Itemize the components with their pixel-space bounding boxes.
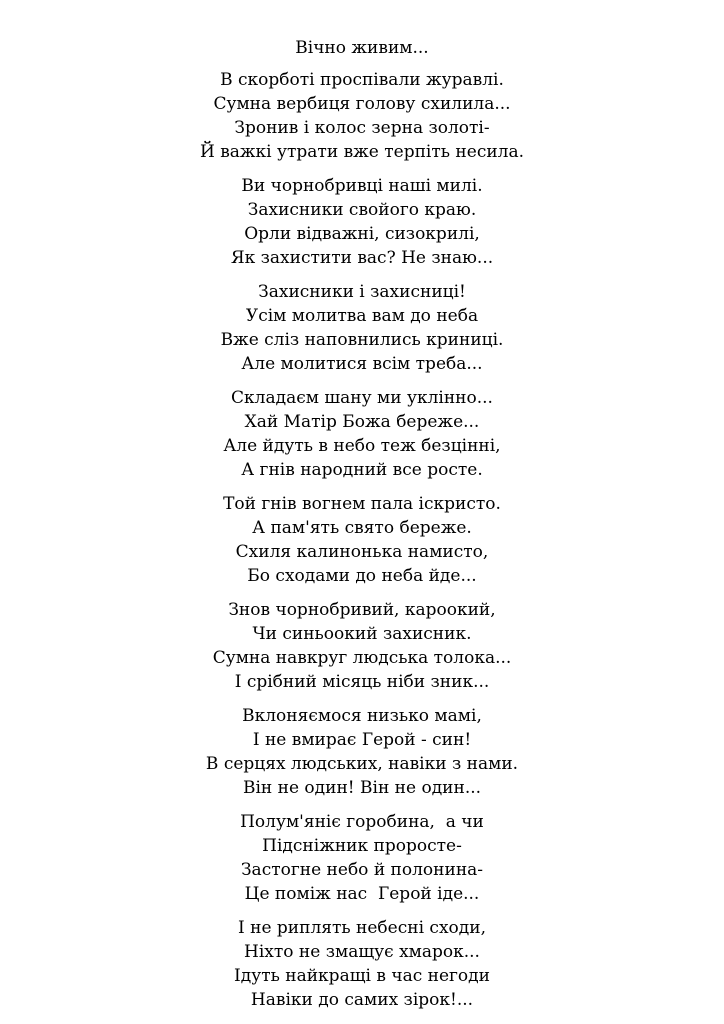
poem-line: Орли відважні, сизокрилі, xyxy=(244,224,480,244)
poem-line: Це поміж нас Герой іде... xyxy=(244,884,480,904)
stanza-6 xyxy=(0,598,724,694)
poem xyxy=(0,36,724,1022)
stanza-8 xyxy=(0,810,724,906)
poem-line: Він не один! Він не один... xyxy=(242,778,482,798)
poem-line: Полум'яніє горобина, а чи xyxy=(240,812,484,832)
stanza-5 xyxy=(0,492,724,588)
poem-line: Бо сходами до неба йде... xyxy=(247,566,477,586)
poem-line: Складаєм шану ми уклінно... xyxy=(231,388,493,408)
stanza-4 xyxy=(0,386,724,482)
poem-line: Схиля калинонька намисто, xyxy=(235,542,489,562)
poem-line: Той гнів вогнем пала іскристо. xyxy=(223,494,501,514)
poem-line: Але йдуть в небо теж безцінні, xyxy=(223,436,501,456)
poem-line: Сумна навкруг людська толока... xyxy=(212,648,512,668)
poem-line: Вже сліз наповнились криниці. xyxy=(220,330,504,350)
poem-line: Підсніжник проросте- xyxy=(262,836,462,856)
poem-line: Сумна вербиця голову схилила... xyxy=(213,94,511,114)
stanza-1 xyxy=(0,68,724,164)
stanza-3 xyxy=(0,280,724,376)
poem-line: І срібний місяць ніби зник... xyxy=(234,672,490,692)
poem-line: А пам'ять свято береже. xyxy=(252,518,472,538)
poem-line: Ідуть найкращі в час негоди xyxy=(234,966,490,986)
poem-line: Зронив і колос зерна золоті- xyxy=(234,118,490,138)
poem-line: Знов чорнобривий, кароокий, xyxy=(228,600,496,620)
poem-line: І не риплять небесні сходи, xyxy=(238,918,486,938)
poem-line: Ви чорнобривці наші милі. xyxy=(241,176,483,196)
poem-line: А гнів народний все росте. xyxy=(241,460,483,480)
stanza-9 xyxy=(0,916,724,1012)
poem-line: Усім молитва вам до неба xyxy=(245,306,479,326)
stanza-2 xyxy=(0,174,724,270)
stanza-7 xyxy=(0,704,724,800)
poem-line: Навіки до самих зірок!... xyxy=(250,990,474,1010)
poem-line: І не вмирає Герой - син! xyxy=(252,730,472,750)
poem-line: В серцях людських, навіки з нами. xyxy=(205,754,519,774)
poem-line: Ніхто не змащує хмарок... xyxy=(244,942,480,962)
poem-line: Чи синьоокий захисник. xyxy=(252,624,472,644)
poem-line: Застогне небо й полонина- xyxy=(240,860,484,880)
poem-title: Вічно живим... xyxy=(295,38,429,58)
poem-line: Як захистити вас? Не знаю... xyxy=(230,248,494,268)
poem-line: Вклоняємося низько мамі, xyxy=(242,706,482,726)
poem-line: Захисники свойого краю. xyxy=(247,200,477,220)
poem-line: Захисники і захисниці! xyxy=(258,282,466,302)
poem-line: Але молитися всім треба... xyxy=(241,354,483,374)
poem-line: Й важкі утрати вже терпіть несила. xyxy=(199,142,525,162)
poem-line: В скорботі проспівали журавлі. xyxy=(220,70,504,90)
poem-line: Хай Матір Божа береже... xyxy=(244,412,480,432)
